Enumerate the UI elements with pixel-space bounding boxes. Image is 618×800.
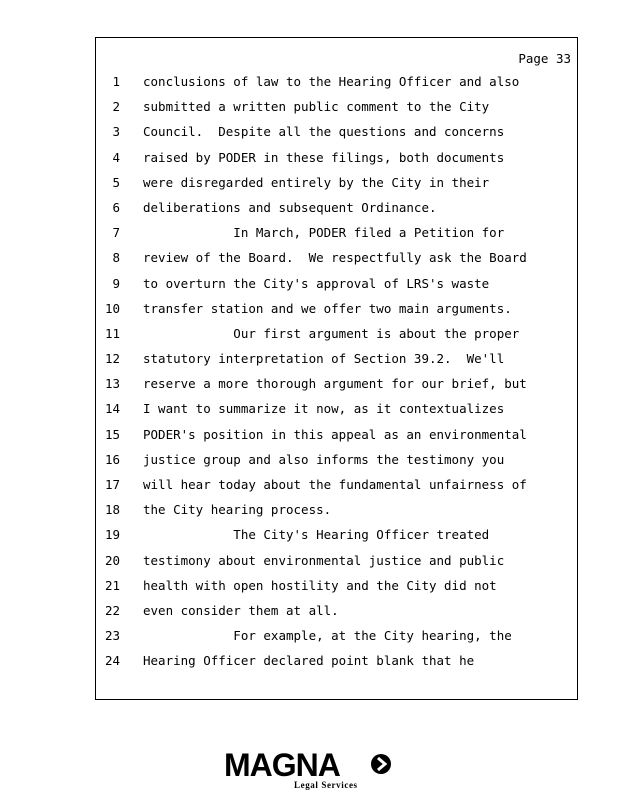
line-number: 21 [104, 577, 120, 593]
transcript-line [96, 225, 577, 250]
transcript-line [96, 477, 577, 502]
chevron-right-icon [370, 753, 392, 775]
line-number: 20 [104, 552, 120, 568]
logo-wordmark: MAGNA [224, 747, 340, 783]
transcript-line [96, 376, 577, 401]
transcript-line [96, 200, 577, 225]
page-number: Page 33 [518, 51, 571, 66]
line-text: raised by PODER in these filings, both documents [143, 149, 505, 165]
transcript-page [95, 37, 578, 700]
line-number: 14 [104, 401, 120, 417]
line-text: I want to summarize it now, as it contextualizes [143, 401, 505, 417]
transcript-line [96, 250, 577, 275]
line-text: were disregarded entirely by the City in their [143, 174, 490, 190]
line-number: 10 [104, 300, 120, 316]
line-number: 3 [112, 124, 120, 140]
transcript-line [96, 578, 577, 603]
transcript-line [96, 401, 577, 426]
line-number: 6 [112, 199, 120, 215]
line-text: submitted a written public comment to the City [143, 99, 490, 115]
transcript-line [96, 351, 577, 376]
line-number: 22 [104, 602, 120, 618]
line-number: 24 [104, 653, 120, 669]
line-text: review of the Board. We respectfully ask the Board [143, 250, 527, 266]
line-number: 2 [112, 99, 120, 115]
line-text: even consider them at all. [143, 602, 339, 618]
transcript-line [96, 502, 577, 527]
line-text: The City's Hearing Officer treated [143, 527, 490, 543]
transcript-line [96, 276, 577, 301]
line-number: 16 [104, 451, 120, 467]
line-text: Council. Despite all the questions and concerns [143, 124, 505, 140]
transcript-line [96, 527, 577, 552]
line-text: reserve a more thorough argument for our brief, but [143, 376, 527, 392]
transcript-line [96, 150, 577, 175]
transcript-line [96, 99, 577, 124]
transcript-line [96, 124, 577, 149]
transcript-line [96, 74, 577, 99]
transcript-line [96, 628, 577, 653]
transcript-lines [96, 74, 577, 679]
line-number: 18 [104, 502, 120, 518]
line-number: 15 [104, 426, 120, 442]
transcript-line [96, 653, 577, 678]
line-text: In March, PODER filed a Petition for [143, 225, 505, 241]
line-number: 1 [112, 74, 120, 89]
transcript-line [96, 452, 577, 477]
line-number: 8 [112, 250, 120, 266]
line-number: 7 [112, 225, 120, 241]
line-number: 11 [104, 325, 120, 341]
line-text: testimony about environmental justice and public [143, 552, 505, 568]
line-text: justice group and also informs the testimony you [143, 451, 505, 467]
line-number: 13 [104, 376, 120, 392]
line-text: For example, at the City hearing, the [143, 628, 512, 644]
line-text: transfer station and we offer two main arguments. [143, 300, 512, 316]
line-number: 17 [104, 477, 120, 492]
magna-logo [224, 748, 399, 796]
line-text: health with open hostility and the City did not [143, 577, 497, 593]
line-number: 12 [104, 351, 120, 367]
line-number: 19 [104, 527, 120, 543]
transcript-line [96, 326, 577, 351]
line-number: 9 [112, 275, 120, 291]
line-number: 4 [112, 149, 120, 165]
line-text: statutory interpretation of Section 39.2. We'll [143, 351, 505, 367]
line-number: 5 [112, 174, 120, 190]
transcript-line [96, 603, 577, 628]
line-text: deliberations and subsequent Ordinance. [143, 199, 437, 215]
line-text: will hear today about the fundamental unfairness of [143, 477, 527, 492]
line-text: conclusions of law to the Hearing Officer and also [143, 74, 520, 89]
line-text: Hearing Officer declared point blank that he [143, 653, 475, 669]
transcript-line [96, 553, 577, 578]
transcript-line [96, 427, 577, 452]
line-text: the City hearing process. [143, 502, 332, 518]
logo-tagline: Legal Services [294, 780, 358, 790]
line-text: to overturn the City's approval of LRS's waste [143, 275, 490, 291]
line-text: Our first argument is about the proper [143, 325, 520, 341]
line-number: 23 [104, 628, 120, 644]
transcript-line [96, 175, 577, 200]
transcript-line [96, 301, 577, 326]
line-text: PODER's position in this appeal as an environmental [143, 426, 527, 442]
